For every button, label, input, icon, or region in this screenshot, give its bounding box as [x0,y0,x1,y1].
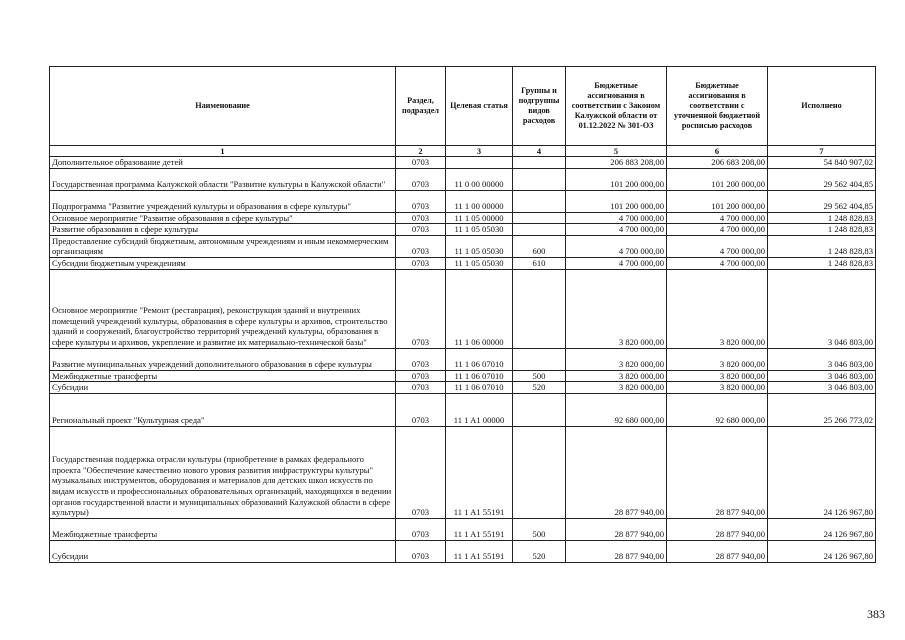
row-law-allocation: 4 700 000,00 [566,257,667,269]
row-expense-group [513,224,566,236]
row-law-allocation: 28 877 940,00 [566,540,667,562]
table-row [50,224,876,236]
page-number: 383 [867,607,885,621]
table-row [50,370,876,382]
table-row [50,235,876,257]
header-section: Раздел, подраздел [396,67,446,146]
row-law-allocation: 206 883 208,00 [566,157,667,169]
row-revised-allocation: 92 680 000,00 [667,393,768,426]
row-name: Межбюджетные трансферты [50,518,396,540]
row-executed: 24 126 967,80 [768,426,876,518]
row-expense-group [513,393,566,426]
row-expense-group [513,269,566,348]
row-name: Субсидии [50,540,396,562]
row-target-article: 11 1 06 07010 [446,382,513,394]
row-executed: 3 046 803,00 [768,348,876,370]
row-target-article: 11 1 A1 55191 [446,518,513,540]
row-executed: 3 046 803,00 [768,370,876,382]
row-name: Государственная поддержка отрасли культуры (приобретение в рамках федерального проекта "Обеспечение качественно нового уровня развития инфраструктуры культуры" музыкальных инструментов, оборудования и материалов для детских школ искусств по видам искусств и профессиональных образовательных организаций, находящихся в ведении органов государственной власти и муниципальных образований Калужской области в сфере культуры) [50,426,396,518]
row-law-allocation: 3 820 000,00 [566,269,667,348]
row-section: 0703 [396,269,446,348]
row-name: Развитие образования в сфере культуры [50,224,396,236]
row-name: Основное мероприятие "Развитие образования в сфере культуры" [50,212,396,224]
row-name: Региональный проект "Культурная среда" [50,393,396,426]
row-executed: 25 266 773,02 [768,393,876,426]
table-row [50,269,876,348]
row-executed: 24 126 967,80 [768,540,876,562]
row-revised-allocation: 4 700 000,00 [667,257,768,269]
column-number-row [50,146,876,157]
row-section: 0703 [396,540,446,562]
row-name: Развитие муниципальных учреждений дополнительного образования в сфере культуры [50,348,396,370]
row-executed: 24 126 967,80 [768,518,876,540]
row-name: Предоставление субсидий бюджетным, автономным учреждениям и иным некоммерческим организациям [50,235,396,257]
row-name: Субсидии [50,382,396,394]
row-target-article: 11 1 05 05030 [446,224,513,236]
row-executed: 1 248 828,83 [768,212,876,224]
row-section: 0703 [396,370,446,382]
row-section: 0703 [396,224,446,236]
row-executed: 29 562 404,85 [768,168,876,190]
row-law-allocation: 3 820 000,00 [566,382,667,394]
row-expense-group: 500 [513,370,566,382]
row-section: 0703 [396,348,446,370]
column-number: 4 [513,146,566,157]
row-executed: 54 840 907,02 [768,157,876,169]
row-revised-allocation: 3 820 000,00 [667,370,768,382]
row-expense-group [513,190,566,212]
row-revised-allocation: 28 877 940,00 [667,426,768,518]
row-revised-allocation: 3 820 000,00 [667,269,768,348]
row-target-article: 11 1 00 00000 [446,190,513,212]
table-row [50,393,876,426]
header-executed: Исполнено [768,67,876,146]
row-target-article: 11 1 A1 55191 [446,540,513,562]
header-target-article: Целевая статья [446,67,513,146]
table-row [50,348,876,370]
row-executed: 1 248 828,83 [768,224,876,236]
row-section: 0703 [396,426,446,518]
row-expense-group [513,348,566,370]
column-number: 1 [50,146,396,157]
column-number: 5 [566,146,667,157]
row-revised-allocation: 4 700 000,00 [667,235,768,257]
row-target-article: 11 1 05 05030 [446,235,513,257]
row-section: 0703 [396,382,446,394]
row-revised-allocation: 206 683 208,00 [667,157,768,169]
row-expense-group [513,426,566,518]
row-section: 0703 [396,518,446,540]
row-expense-group [513,168,566,190]
row-executed: 1 248 828,83 [768,235,876,257]
row-section: 0703 [396,393,446,426]
row-executed: 3 046 803,00 [768,382,876,394]
row-revised-allocation: 101 200 000,00 [667,168,768,190]
row-name: Субсидии бюджетным учреждениям [50,257,396,269]
header-name: Наименование [50,67,396,146]
row-law-allocation: 3 820 000,00 [566,348,667,370]
table-body [50,157,876,563]
row-law-allocation: 28 877 940,00 [566,426,667,518]
column-number: 6 [667,146,768,157]
row-name: Дополнительное образование детей [50,157,396,169]
table-row [50,518,876,540]
row-law-allocation: 92 680 000,00 [566,393,667,426]
header-law-allocation: Бюджетные ассигнования в соответствии с Законом Калужской области от 01.12.2022 № 301-ОЗ [566,67,667,146]
row-law-allocation: 3 820 000,00 [566,370,667,382]
row-law-allocation: 4 700 000,00 [566,224,667,236]
row-expense-group [513,212,566,224]
table-row [50,257,876,269]
row-executed: 1 248 828,83 [768,257,876,269]
row-revised-allocation: 4 700 000,00 [667,224,768,236]
row-target-article: 11 1 05 00000 [446,212,513,224]
table-row [50,157,876,169]
table-row [50,382,876,394]
row-section: 0703 [396,212,446,224]
row-name: Основное мероприятие "Ремонт (реставрация), реконструкция зданий и внутренних помещений учреждений культуры, образования в сфере культуры и архивов, строительство зданий и сооружений, благоустройство территорий учреждений культуры, образования в сфере культуры и архивов, укрепление и развитие их материально-технической базы" [50,269,396,348]
row-expense-group: 610 [513,257,566,269]
row-section: 0703 [396,157,446,169]
table-row [50,540,876,562]
row-expense-group: 500 [513,518,566,540]
table-row [50,190,876,212]
row-name: Подпрограмма "Развитие учреждений культуры и образования в сфере культуры" [50,190,396,212]
header-expense-group: Группы и подгруппы видов расходов [513,67,566,146]
row-revised-allocation: 28 877 940,00 [667,540,768,562]
column-number: 7 [768,146,876,157]
row-target-article: 11 1 05 05030 [446,257,513,269]
table-row [50,426,876,518]
row-executed: 29 562 404,85 [768,190,876,212]
row-expense-group [513,157,566,169]
row-target-article: 11 1 A1 55191 [446,426,513,518]
row-target-article: 11 1 06 07010 [446,370,513,382]
row-target-article: 11 1 06 00000 [446,269,513,348]
row-target-article: 11 0 00 00000 [446,168,513,190]
table-row [50,212,876,224]
row-section: 0703 [396,235,446,257]
table-row [50,168,876,190]
row-law-allocation: 101 200 000,00 [566,168,667,190]
row-expense-group: 520 [513,382,566,394]
header-revised-allocation: Бюджетные ассигнования в соответствии с уточненной бюджетной росписью расходов [667,67,768,146]
budget-table [49,66,876,563]
row-section: 0703 [396,257,446,269]
column-number: 2 [396,146,446,157]
row-revised-allocation: 3 820 000,00 [667,348,768,370]
row-name: Государственная программа Калужской области "Развитие культуры в Калужской области" [50,168,396,190]
row-target-article: 11 1 A1 00000 [446,393,513,426]
row-target-article [446,157,513,169]
row-law-allocation: 4 700 000,00 [566,235,667,257]
header-row [50,67,876,146]
row-executed: 3 046 803,00 [768,269,876,348]
row-section: 0703 [396,168,446,190]
row-section: 0703 [396,190,446,212]
row-revised-allocation: 101 200 000,00 [667,190,768,212]
row-expense-group: 600 [513,235,566,257]
column-number: 3 [446,146,513,157]
row-revised-allocation: 28 877 940,00 [667,518,768,540]
row-revised-allocation: 3 820 000,00 [667,382,768,394]
row-law-allocation: 101 200 000,00 [566,190,667,212]
row-law-allocation: 4 700 000,00 [566,212,667,224]
row-law-allocation: 28 877 940,00 [566,518,667,540]
row-target-article: 11 1 06 07010 [446,348,513,370]
row-expense-group: 520 [513,540,566,562]
row-revised-allocation: 4 700 000,00 [667,212,768,224]
row-name: Межбюджетные трансферты [50,370,396,382]
